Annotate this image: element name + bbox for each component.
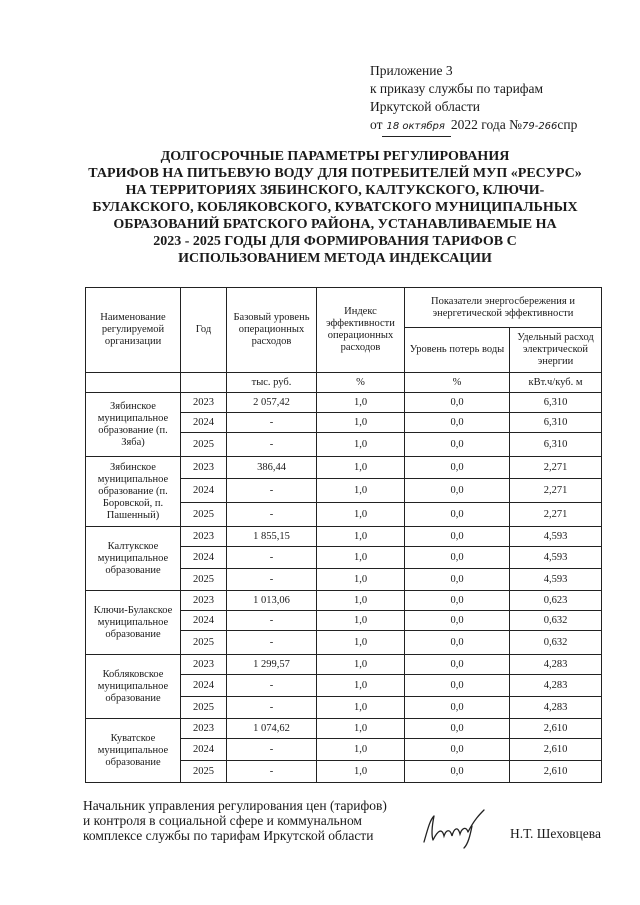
loss-cell: 0,0 (405, 655, 510, 675)
unit-base: тыс. руб. (227, 373, 317, 393)
base-cell: - (227, 631, 317, 655)
base-cell: 1 074,62 (227, 719, 317, 739)
index-cell: 1,0 (317, 503, 405, 527)
index-cell: 1,0 (317, 433, 405, 457)
handwritten-signature (418, 806, 488, 850)
appendix-line-1: Приложение 3 (370, 63, 453, 78)
tariff-parameters-table (85, 287, 602, 783)
table-row (86, 719, 602, 739)
footer-line-1: Начальник управления регулирования цен (тарифов) (83, 798, 387, 813)
year-cell: 2025 (181, 761, 227, 783)
appendix-year-text: 2022 года № (450, 117, 522, 132)
loss-cell: 0,0 (405, 547, 510, 569)
unit-year-empty (181, 373, 227, 393)
footer-block (83, 798, 387, 843)
power-cell: 2,610 (510, 719, 602, 739)
index-cell: 1,0 (317, 591, 405, 611)
power-cell: 0,632 (510, 631, 602, 655)
header-loss: Уровень потерь воды (405, 328, 510, 373)
index-cell: 1,0 (317, 739, 405, 761)
title-line: ИСПОЛЬЗОВАНИЕМ МЕТОДА ИНДЕКСАЦИИ (178, 251, 492, 266)
power-cell: 4,283 (510, 655, 602, 675)
document-title (80, 148, 590, 267)
title-line: БУЛАКСКОГО, КОБЛЯКОВСКОГО, КУВАТСКОГО МУНИЦИПАЛЬНЫХ (92, 200, 578, 215)
table-row (86, 457, 602, 479)
power-cell: 0,632 (510, 611, 602, 631)
loss-cell: 0,0 (405, 569, 510, 591)
base-cell: - (227, 433, 317, 457)
appendix-line-3: Иркутской области (370, 99, 481, 114)
index-cell: 1,0 (317, 719, 405, 739)
table-row (86, 393, 602, 413)
index-cell: 1,0 (317, 527, 405, 547)
base-cell: - (227, 739, 317, 761)
loss-cell: 0,0 (405, 591, 510, 611)
loss-cell: 0,0 (405, 761, 510, 783)
loss-cell: 0,0 (405, 675, 510, 697)
org-name-cell: Зябинское муниципальное образование (п. Зяба) (86, 393, 181, 457)
year-cell: 2023 (181, 655, 227, 675)
base-cell: 1 299,57 (227, 655, 317, 675)
footer-line-2: и контроля в социальной сфере и коммунальном (83, 813, 362, 828)
table-row (86, 655, 602, 675)
base-cell: 1 855,15 (227, 527, 317, 547)
power-cell: 2,610 (510, 739, 602, 761)
power-cell: 6,310 (510, 393, 602, 413)
index-cell: 1,0 (317, 479, 405, 503)
power-cell: 4,283 (510, 675, 602, 697)
base-cell: - (227, 413, 317, 433)
appendix-line-4 (370, 116, 577, 137)
org-name-cell: Куватское муниципальное образование (86, 719, 181, 783)
signer-name: Н.Т. Шеховцева (510, 826, 601, 841)
index-cell: 1,0 (317, 413, 405, 433)
power-cell: 6,310 (510, 413, 602, 433)
footer-line-3: комплексе службы по тарифам Иркутской области (83, 828, 374, 843)
year-cell: 2024 (181, 675, 227, 697)
index-cell: 1,0 (317, 547, 405, 569)
year-cell: 2025 (181, 569, 227, 591)
org-name-cell: Зябинское муниципальное образование (п. Боровской, п. Пашенный) (86, 457, 181, 527)
year-cell: 2025 (181, 631, 227, 655)
unit-org-empty (86, 373, 181, 393)
power-cell: 2,610 (510, 761, 602, 783)
table-row (86, 527, 602, 547)
appendix-block (370, 62, 577, 137)
header-index: Индекс эффективности операционных расходов (317, 288, 405, 373)
base-cell: 386,44 (227, 457, 317, 479)
handwritten-number: 79-266 (521, 121, 558, 132)
table-body (86, 393, 602, 783)
loss-cell: 0,0 (405, 719, 510, 739)
title-line: 2023 - 2025 ГОДЫ ДЛЯ ФОРМИРОВАНИЯ ТАРИФОВ С (153, 234, 517, 249)
unit-index: % (317, 373, 405, 393)
year-cell: 2024 (181, 611, 227, 631)
header-base: Базовый уровень операционных расходов (227, 288, 317, 373)
power-cell: 4,593 (510, 547, 602, 569)
year-cell: 2025 (181, 697, 227, 719)
base-cell: - (227, 569, 317, 591)
power-cell: 4,593 (510, 569, 602, 591)
index-cell: 1,0 (317, 761, 405, 783)
loss-cell: 0,0 (405, 611, 510, 631)
loss-cell: 0,0 (405, 631, 510, 655)
base-cell: - (227, 547, 317, 569)
loss-cell: 0,0 (405, 413, 510, 433)
title-line: ДОЛГОСРОЧНЫЕ ПАРАМЕТРЫ РЕГУЛИРОВАНИЯ (160, 149, 510, 164)
power-cell: 2,271 (510, 457, 602, 479)
year-cell: 2024 (181, 547, 227, 569)
loss-cell: 0,0 (405, 433, 510, 457)
power-cell: 6,310 (510, 433, 602, 457)
header-power: Удельный расход электрической энергии (510, 328, 602, 373)
title-line: ТАРИФОВ НА ПИТЬЕВУЮ ВОДУ ДЛЯ ПОТРЕБИТЕЛЕЙ МУП «РЕСУРС» (88, 166, 582, 181)
base-cell: - (227, 761, 317, 783)
header-org: Наименование регулируемой организации (86, 288, 181, 373)
base-cell: - (227, 611, 317, 631)
appendix-suffix: спр (557, 117, 578, 132)
loss-cell: 0,0 (405, 739, 510, 761)
index-cell: 1,0 (317, 569, 405, 591)
appendix-prefix: от (370, 117, 383, 132)
year-cell: 2023 (181, 393, 227, 413)
index-cell: 1,0 (317, 393, 405, 413)
base-cell: - (227, 479, 317, 503)
org-name-cell: Калтукское муниципальное образование (86, 527, 181, 591)
unit-loss: % (405, 373, 510, 393)
power-cell: 4,283 (510, 697, 602, 719)
index-cell: 1,0 (317, 611, 405, 631)
base-cell: 2 057,42 (227, 393, 317, 413)
year-cell: 2023 (181, 527, 227, 547)
loss-cell: 0,0 (405, 527, 510, 547)
index-cell: 1,0 (317, 457, 405, 479)
loss-cell: 0,0 (405, 697, 510, 719)
unit-power: кВт.ч/куб. м (510, 373, 602, 393)
year-cell: 2023 (181, 457, 227, 479)
index-cell: 1,0 (317, 655, 405, 675)
index-cell: 1,0 (317, 697, 405, 719)
org-name-cell: Кобляковское муниципальное образование (86, 655, 181, 719)
base-cell: - (227, 503, 317, 527)
base-cell: - (227, 675, 317, 697)
appendix-line-2: к приказу службы по тарифам (370, 81, 544, 96)
power-cell: 4,593 (510, 527, 602, 547)
power-cell: 0,623 (510, 591, 602, 611)
header-energy-group: Показатели энергосбережения и энергетической эффективности (405, 288, 602, 328)
index-cell: 1,0 (317, 675, 405, 697)
base-cell: - (227, 697, 317, 719)
year-cell: 2024 (181, 413, 227, 433)
table-row (86, 591, 602, 611)
title-line: ОБРАЗОВАНИЙ БРАТСКОГО РАЙОНА, УСТАНАВЛИВАЕМЫЕ НА (113, 217, 557, 232)
base-cell: 1 013,06 (227, 591, 317, 611)
year-cell: 2023 (181, 719, 227, 739)
index-cell: 1,0 (317, 631, 405, 655)
year-cell: 2023 (181, 591, 227, 611)
loss-cell: 0,0 (405, 393, 510, 413)
loss-cell: 0,0 (405, 457, 510, 479)
title-line: НА ТЕРРИТОРИЯХ ЗЯБИНСКОГО, КАЛТУКСКОГО, КЛЮЧИ- (125, 183, 545, 198)
year-cell: 2025 (181, 433, 227, 457)
power-cell: 2,271 (510, 479, 602, 503)
handwritten-date: 18 октября (382, 118, 450, 137)
loss-cell: 0,0 (405, 503, 510, 527)
header-year: Год (181, 288, 227, 373)
loss-cell: 0,0 (405, 479, 510, 503)
year-cell: 2024 (181, 739, 227, 761)
power-cell: 2,271 (510, 503, 602, 527)
year-cell: 2024 (181, 479, 227, 503)
year-cell: 2025 (181, 503, 227, 527)
org-name-cell: Ключи-Булакское муниципальное образование (86, 591, 181, 655)
